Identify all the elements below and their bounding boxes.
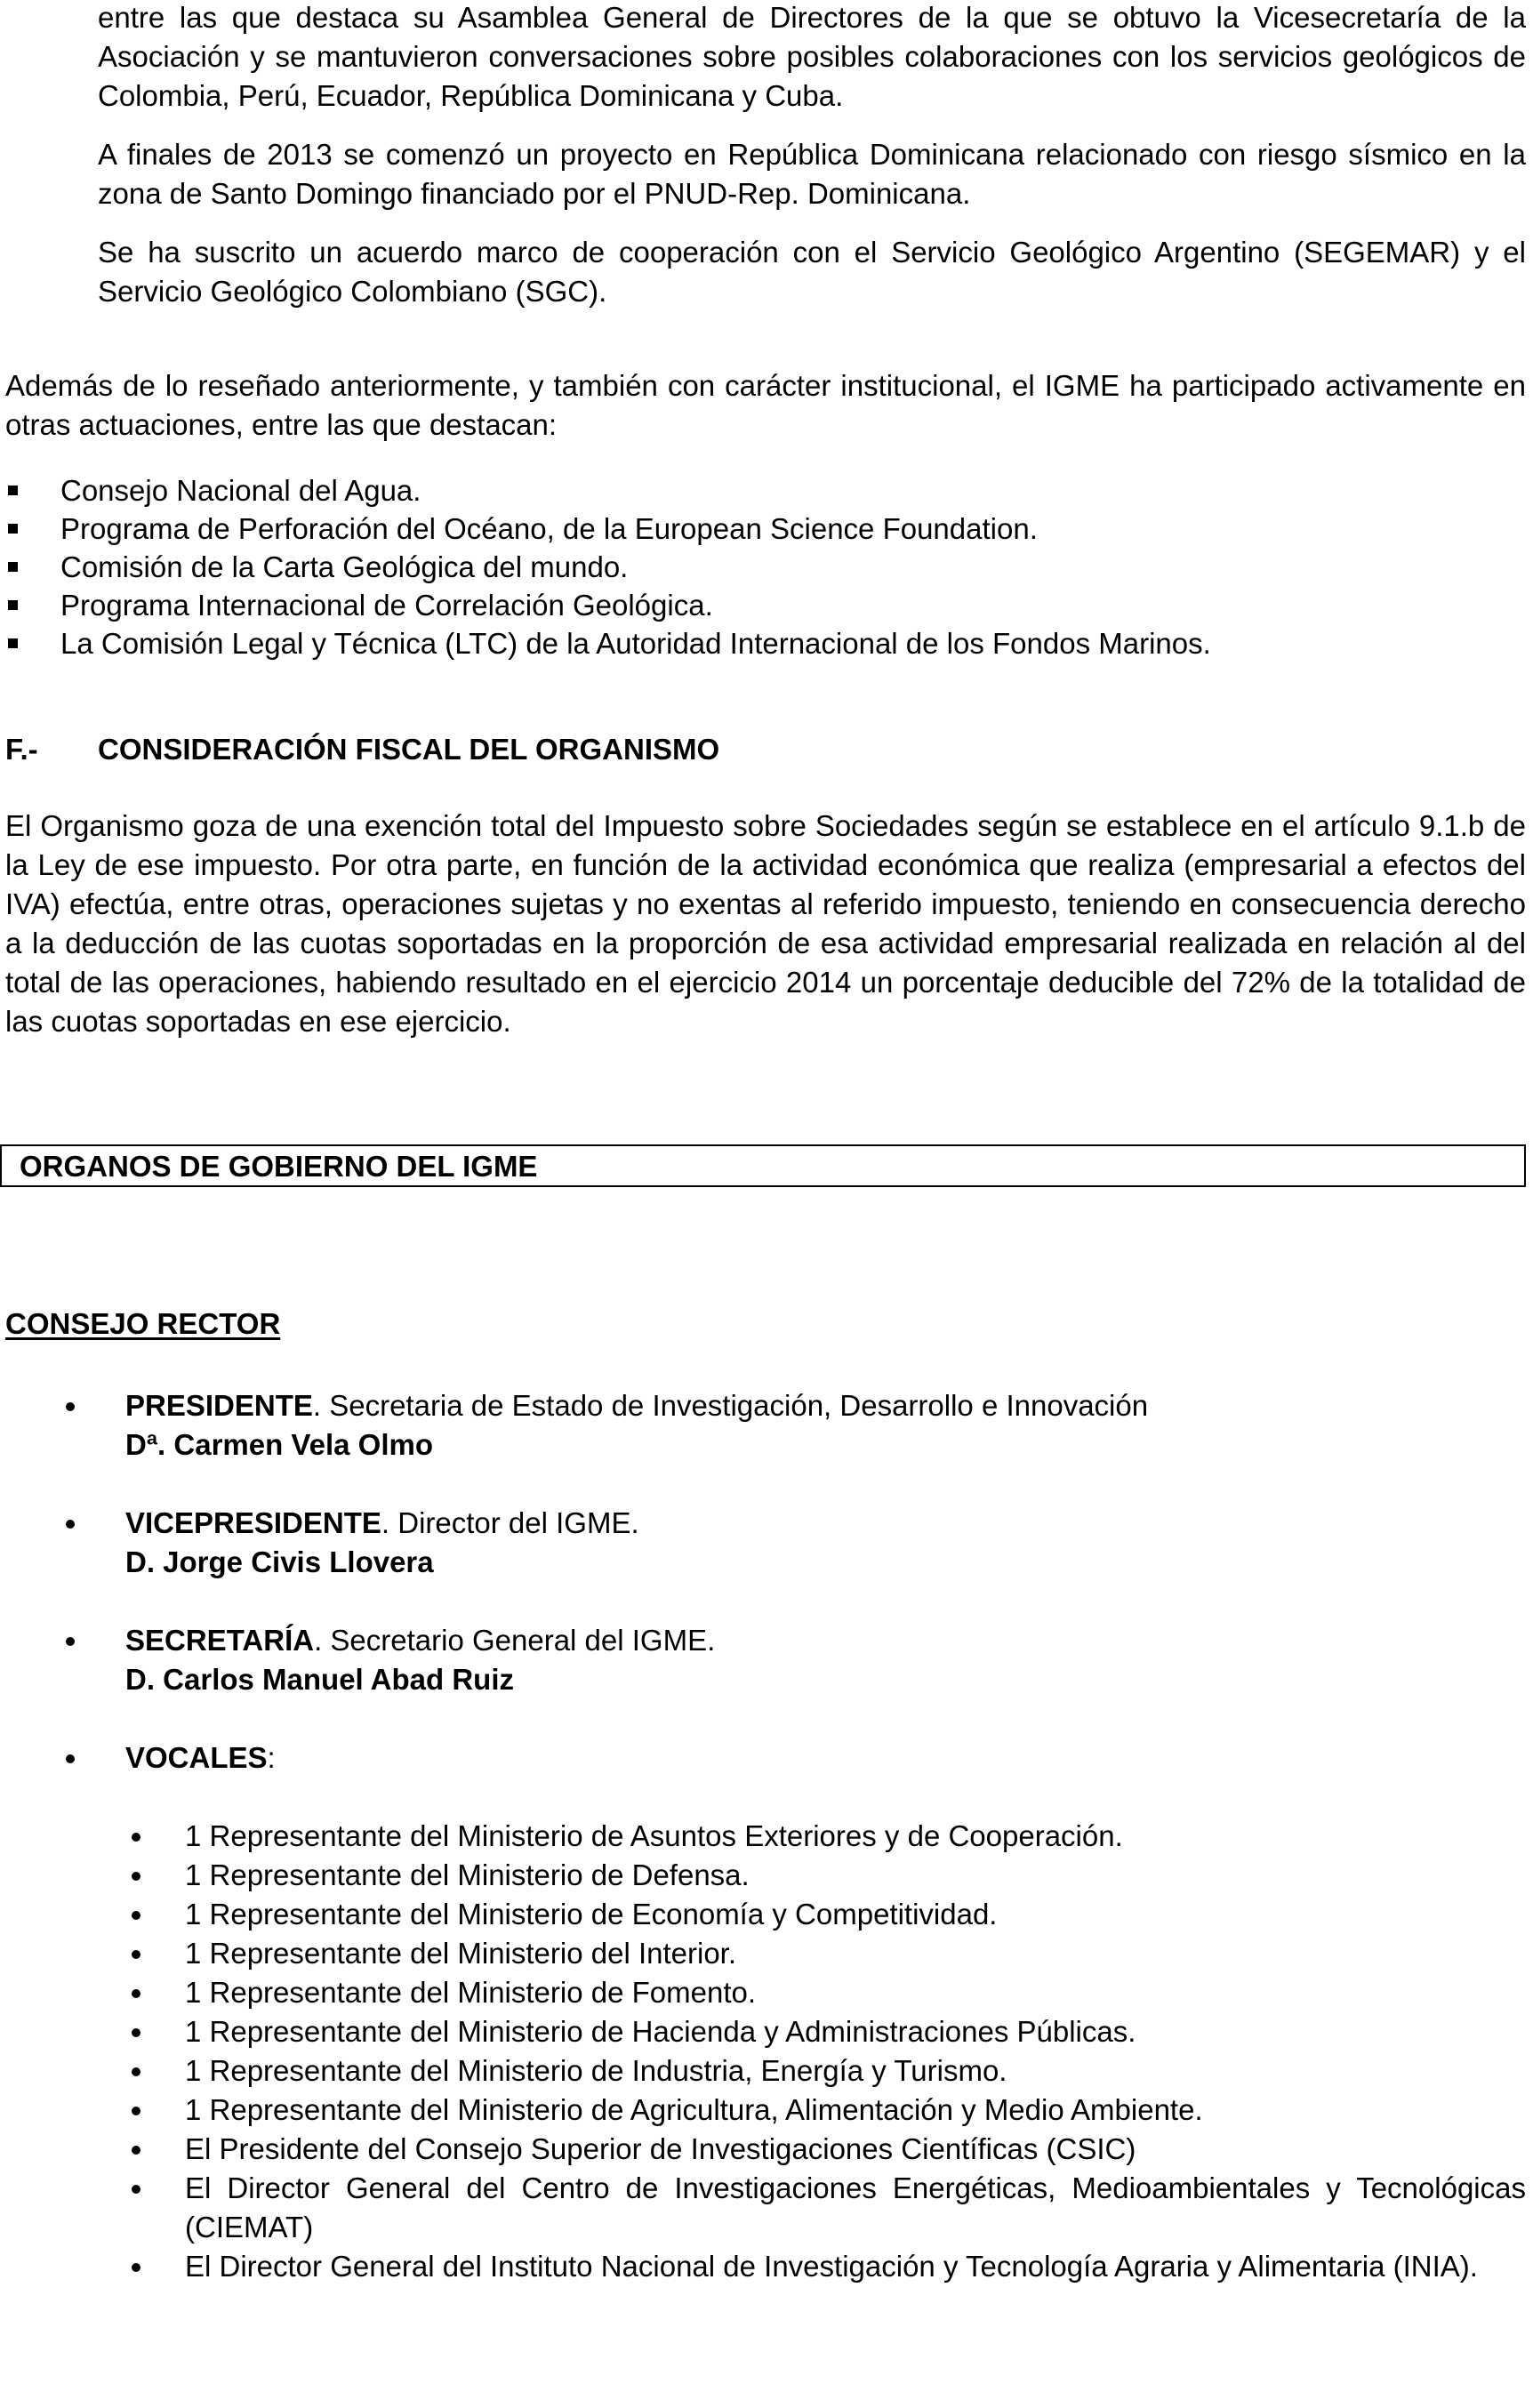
vocal-item xyxy=(5,1934,1526,1973)
list-item xyxy=(5,586,1526,624)
vocal-item xyxy=(5,1817,1526,1856)
square-bullet-icon xyxy=(8,562,18,572)
role-line xyxy=(125,1738,1526,1778)
role-description: . Director del IGME. xyxy=(381,1506,639,1539)
round-bullet-icon xyxy=(66,1520,75,1529)
vocal-item xyxy=(5,1973,1526,2012)
vocal-text: 1 Representante del Ministerio de Defensa. xyxy=(185,1858,750,1891)
consejo-item-vocales xyxy=(5,1738,1526,1778)
vocal-text: 1 Representante del Ministerio de Asuntos Exteriores y de Cooperación. xyxy=(185,1819,1123,1852)
round-bullet-icon xyxy=(66,1637,75,1646)
vocal-item xyxy=(5,1856,1526,1895)
role-description: : xyxy=(267,1741,276,1774)
vocal-text: El Presidente del Consejo Superior de Investigaciones Científicas (CSIC) xyxy=(185,2132,1136,2165)
section-letter: F.- xyxy=(5,733,38,766)
role-label: VICEPRESIDENTE xyxy=(125,1506,381,1539)
role-label: PRESIDENTE xyxy=(125,1389,313,1422)
vocal-item xyxy=(5,2169,1526,2247)
role-label: SECRETARÍA xyxy=(125,1624,315,1657)
vocal-text: 1 Representante del Ministerio de Industria, Energía y Turismo. xyxy=(185,2054,1007,2087)
round-bullet-icon xyxy=(132,2146,140,2155)
person-name: D. Carlos Manuel Abad Ruiz xyxy=(125,1663,514,1696)
paragraph-fiscal: El Organismo goza de una exención total del Impuesto sobre Sociedades según se establece en el artículo 9.1.b de la Ley de ese impuesto. Por otra parte, en función de la actividad económica que realiza (empresarial a efectos del IVA) efectúa, entre otras, operaciones sujetas y no exentas al referido impuesto, teniendo en consecuencia derecho a la deducción de las cuotas soportadas en la proporción de esa actividad empresarial realizada en relación al del total de las operaciones, habiendo resultado en el ejercicio 2014 un porcentaje deducible del 72% de la totalidad de las cuotas soportadas en ese ejercicio. xyxy=(5,809,1526,1038)
section-title: CONSIDERACIÓN FISCAL DEL ORGANISMO xyxy=(98,733,720,766)
list-item xyxy=(5,471,1526,510)
role-line xyxy=(125,1621,1526,1660)
round-bullet-icon xyxy=(132,2185,140,2194)
list-item-text: Programa Internacional de Correlación Geológica. xyxy=(60,589,713,622)
square-bullet-icon xyxy=(8,600,18,610)
square-bullet-icon xyxy=(8,486,18,495)
role-description: . Secretaria de Estado de Investigación, Desarrollo e Innovación xyxy=(312,1389,1149,1422)
round-bullet-icon xyxy=(132,2107,140,2115)
round-bullet-icon xyxy=(132,1911,140,1920)
list-item-text: La Comisión Legal y Técnica (LTC) de la Autoridad Internacional de los Fondos Marinos. xyxy=(60,627,1211,660)
list-item xyxy=(5,510,1526,548)
round-bullet-icon xyxy=(132,1872,140,1881)
paragraph-asamblea: entre las que destaca su Asamblea General de Directores de la que se obtuvo la Vicesecretaría de la Asociación y se mantuvieron conversaciones sobre posibles colaboraciones con los servicios geológicos de Colombia, Perú, Ecuador, República Dominicana y Cuba. xyxy=(98,1,1526,112)
vocal-text: 1 Representante del Ministerio de Economía y Competitividad. xyxy=(185,1898,998,1930)
boxed-heading-organos: ORGANOS DE GOBIERNO DEL IGME xyxy=(0,1144,1526,1187)
consejo-item-secretaria xyxy=(5,1621,1526,1699)
square-bullet-icon xyxy=(8,524,18,534)
round-bullet-icon xyxy=(132,2263,140,2272)
round-bullet-icon xyxy=(132,2028,140,2037)
vocal-text: El Director General del Centro de Investigaciones Energéticas, Medioambientales y Tecnológicas (CIEMAT) xyxy=(185,2171,1526,2243)
consejo-item-presidente xyxy=(5,1386,1526,1465)
role-description: . Secretario General del IGME. xyxy=(314,1624,716,1657)
vocal-text: 1 Representante del Ministerio de Fomento. xyxy=(185,1976,757,2009)
vocal-item xyxy=(5,1895,1526,1934)
paragraph-otras-actuaciones: Además de lo reseñado anteriormente, y también con carácter institucional, el IGME ha participado activamente en otras actuaciones, entre las que destacan: xyxy=(5,369,1526,441)
round-bullet-icon xyxy=(132,2067,140,2076)
list-item-text: Consejo Nacional del Agua. xyxy=(60,474,421,507)
role-label: VOCALES xyxy=(125,1741,268,1774)
round-bullet-icon xyxy=(132,1833,140,1842)
list-item xyxy=(5,624,1526,662)
paragraph-acuerdo-marco: Se ha suscrito un acuerdo marco de cooperación con el Servicio Geológico Argentino (SEGEMAR) y el Servicio Geológico Colombiano (SGC). xyxy=(98,236,1526,308)
consejo-list xyxy=(5,1386,1526,1778)
vocal-text: 1 Representante del Ministerio del Interior. xyxy=(185,1937,737,1970)
role-line xyxy=(125,1386,1526,1425)
document-page xyxy=(5,0,1526,2286)
section-heading-fiscal xyxy=(5,730,1526,769)
vocal-item xyxy=(5,2130,1526,2169)
vocal-item xyxy=(5,2247,1526,2286)
round-bullet-icon xyxy=(132,1989,140,1998)
vocales-list xyxy=(5,1817,1526,2286)
person-name: D. Jorge Civis Llovera xyxy=(125,1545,434,1578)
role-line xyxy=(125,1504,1526,1543)
round-bullet-icon xyxy=(132,1950,140,1959)
vocal-item xyxy=(5,2051,1526,2091)
round-bullet-icon xyxy=(66,1754,75,1763)
consejo-item-vicepresidente xyxy=(5,1504,1526,1582)
heading-consejo-rector: CONSEJO RECTOR xyxy=(5,1307,281,1340)
vocal-text: 1 Representante del Ministerio de Hacienda y Administraciones Públicas. xyxy=(185,2015,1136,2048)
person-name: Dª. Carmen Vela Olmo xyxy=(125,1428,434,1461)
list-item xyxy=(5,548,1526,586)
square-bullet-icon xyxy=(8,638,18,648)
vocal-item xyxy=(5,2091,1526,2130)
vocal-text: El Director General del Instituto Nacional de Investigación y Tecnología Agraria y Alimentaria (INIA). xyxy=(185,2250,1478,2283)
paragraph-rep-dominicana: A finales de 2013 se comenzó un proyecto en República Dominicana relacionado con riesgo sísmico en la zona de Santo Domingo financiado por el PNUD-Rep. Dominicana. xyxy=(98,138,1526,210)
vocal-item xyxy=(5,2012,1526,2051)
actuaciones-list xyxy=(5,471,1526,662)
vocal-text: 1 Representante del Ministerio de Agricultura, Alimentación y Medio Ambiente. xyxy=(185,2093,1203,2126)
round-bullet-icon xyxy=(66,1402,75,1411)
list-item-text: Comisión de la Carta Geológica del mundo. xyxy=(60,550,629,583)
list-item-text: Programa de Perforación del Océano, de la European Science Foundation. xyxy=(60,512,1038,545)
